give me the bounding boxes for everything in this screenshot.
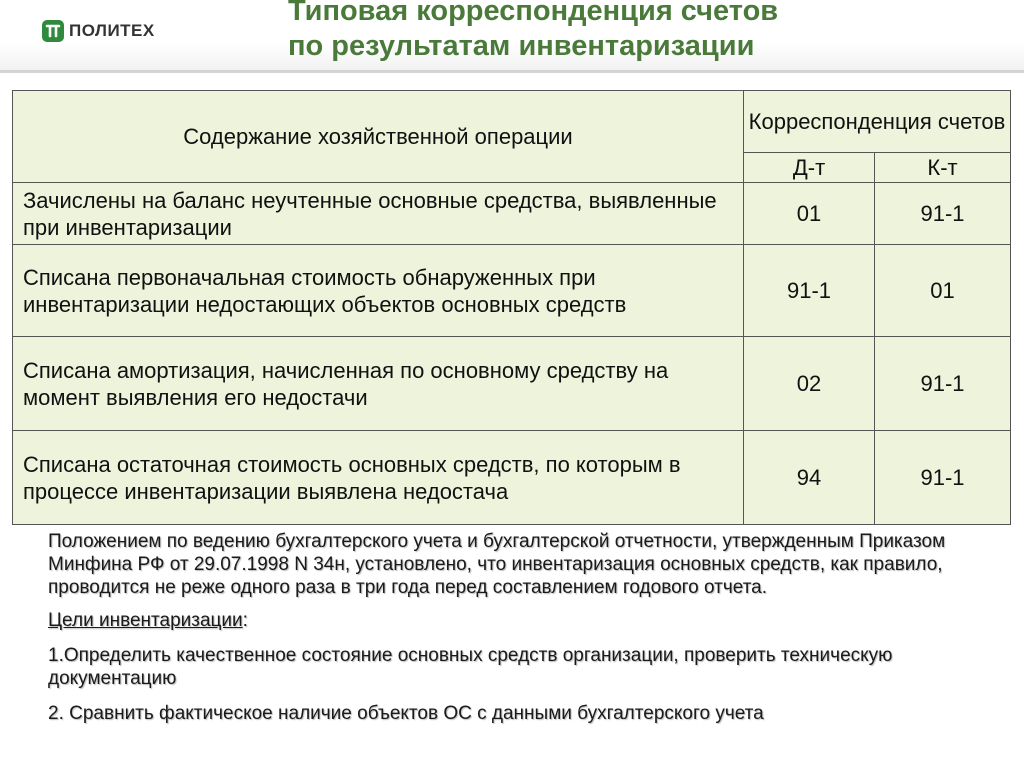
header-operation: Содержание хозяйственной операции bbox=[13, 91, 744, 183]
goal-item-1: 1.Определить качественное состояние основных средств организации, проверить техническую документацию bbox=[48, 645, 893, 689]
row-credit: 01 bbox=[875, 245, 1011, 337]
table-row bbox=[13, 337, 1011, 431]
table-header-row bbox=[13, 91, 1011, 153]
goals-title: Цели инвентаризации bbox=[48, 610, 243, 631]
row-debit: 02 bbox=[744, 337, 875, 431]
table-row bbox=[13, 431, 1011, 525]
logo-text: ПОЛИТЕХ bbox=[69, 21, 155, 40]
header-correspondence: Корреспонденция счетов bbox=[744, 91, 1011, 153]
correspondence-table bbox=[12, 90, 1011, 525]
header-credit: К-т bbox=[875, 153, 1011, 183]
row-debit: 91-1 bbox=[744, 245, 875, 337]
logo-mark-icon bbox=[42, 20, 64, 42]
row-credit: 91-1 bbox=[875, 337, 1011, 431]
goals-colon: : bbox=[242, 610, 248, 631]
title-line-1: Типовая корреспонденция счетов bbox=[288, 0, 779, 27]
row-operation: Списана первоначальная стоимость обнаруженных при инвентаризации недостающих объектов основных средств bbox=[13, 245, 744, 337]
politech-logo bbox=[42, 18, 155, 44]
table-row bbox=[13, 245, 1011, 337]
row-operation: Списана остаточная стоимость основных средств, по которым в процессе инвентаризации выявлена недостача bbox=[13, 431, 744, 525]
goals-heading bbox=[48, 609, 1008, 632]
row-debit: 94 bbox=[744, 431, 875, 525]
slide-title bbox=[288, 0, 988, 64]
regulation-paragraph: Положением по ведению бухгалтерского учета и бухгалтерской отчетности, утвержденным Приказом Минфина РФ от 29.07.1998 N 34н, установлено, что инвентаризация основных средств, как правило, проводится не реже одного раза в три года перед составлением годового отчета. bbox=[48, 531, 946, 598]
title-line-2: по результатам инвентаризации bbox=[288, 30, 755, 62]
row-debit: 01 bbox=[744, 183, 875, 245]
header-debit: Д-т bbox=[744, 153, 875, 183]
goal-item-2: 2. Сравнить фактическое наличие объектов ОС с данными бухгалтерского учета bbox=[48, 703, 764, 724]
notes-block bbox=[48, 530, 1008, 725]
row-credit: 91-1 bbox=[875, 183, 1011, 245]
row-operation: Списана амортизация, начисленная по основному средству на момент выявления его недостачи bbox=[13, 337, 744, 431]
table-row bbox=[13, 183, 1011, 245]
row-operation: Зачислены на баланс неучтенные основные средства, выявленные при инвентаризации bbox=[13, 183, 744, 245]
row-credit: 91-1 bbox=[875, 431, 1011, 525]
